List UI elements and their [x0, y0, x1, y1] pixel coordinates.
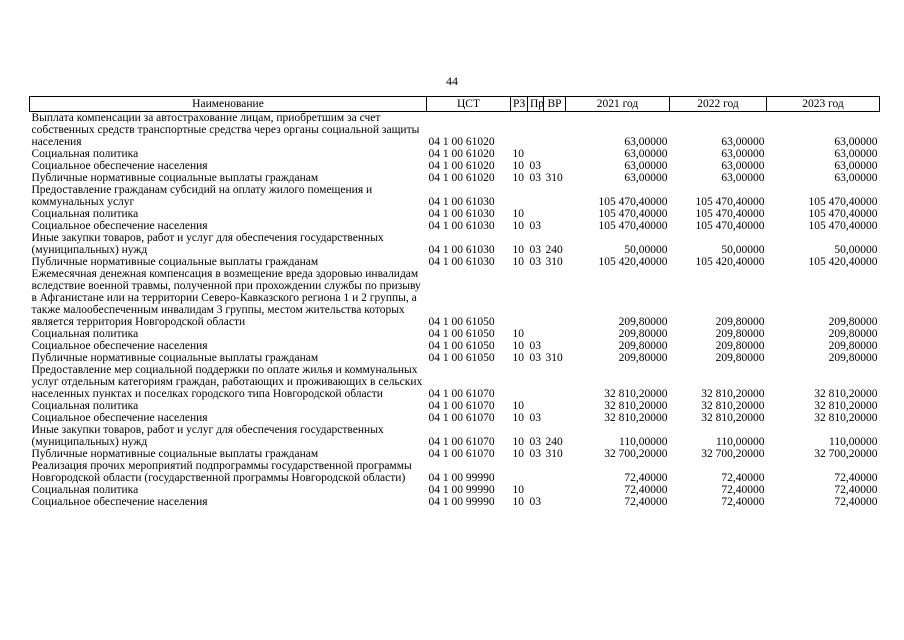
row-pr: 03	[529, 220, 541, 232]
row-rz: 10	[512, 172, 524, 184]
row-value-2022: 32 810,20000	[701, 388, 765, 400]
row-value-2021: 32 810,20000	[604, 400, 668, 412]
row-name: Социальная политика	[31, 484, 139, 496]
row-vr	[544, 400, 566, 412]
row-value-2023: 32 810,20000	[814, 412, 878, 424]
row-value-2021: 105 470,40000	[598, 220, 668, 232]
row-name: Иные закупки товаров, работ и услуг для обеспечения государственных (муниципальных) нужд	[31, 424, 384, 448]
table-row	[30, 352, 880, 364]
row-cst: 04 1 00 61070	[428, 412, 495, 424]
row-cst: 04 1 00 61030	[428, 196, 495, 208]
row-name: Публичные нормативные социальные выплаты гражданам	[31, 448, 319, 460]
row-pr	[528, 184, 544, 208]
row-name: Социальная политика	[31, 148, 139, 160]
row-pr: 03	[529, 172, 541, 184]
row-name: Публичные нормативные социальные выплаты гражданам	[31, 352, 319, 364]
table-row	[30, 208, 880, 220]
row-rz: 10	[512, 400, 524, 412]
row-value-2023: 50,00000	[834, 244, 878, 256]
row-cst: 04 1 00 61050	[428, 316, 495, 328]
row-pr	[528, 268, 544, 328]
row-rz	[511, 112, 528, 149]
row-value-2022: 105 420,40000	[695, 256, 765, 268]
row-value-2022: 105 470,40000	[695, 220, 765, 232]
row-value-2022: 32 700,20000	[701, 448, 765, 460]
header-vr: ВР	[544, 97, 566, 112]
table-row	[30, 364, 880, 400]
row-vr	[544, 340, 566, 352]
row-name: Социальная политика	[31, 328, 139, 340]
table-row	[30, 232, 880, 256]
row-name: Реализация прочих мероприятий подпрограммы государственной программы Новгородской области (государственной программы Новгородской области)	[31, 460, 412, 484]
table-row	[30, 160, 880, 172]
row-value-2022: 63,00000	[721, 136, 765, 148]
row-rz: 10	[512, 448, 524, 460]
header-rz: РЗ	[511, 97, 528, 112]
row-value-2023: 105 470,40000	[808, 208, 878, 220]
row-rz	[511, 364, 528, 400]
row-rz: 10	[512, 208, 524, 220]
row-cst: 04 1 00 99990	[428, 496, 495, 508]
row-vr: 310	[545, 448, 563, 460]
row-value-2023: 32 810,20000	[814, 388, 878, 400]
row-rz: 10	[512, 244, 524, 256]
row-vr: 240	[545, 244, 563, 256]
row-pr	[528, 148, 544, 160]
row-pr	[528, 364, 544, 400]
table-row	[30, 484, 880, 496]
row-name: Социальная политика	[31, 400, 139, 412]
row-pr: 03	[529, 340, 541, 352]
header-cst: ЦСТ	[427, 97, 511, 112]
row-value-2022: 110,00000	[716, 436, 765, 448]
row-rz: 10	[512, 328, 524, 340]
row-value-2022: 50,00000	[721, 244, 765, 256]
row-cst: 04 1 00 61070	[428, 436, 495, 448]
row-cst: 04 1 00 61050	[428, 352, 495, 364]
header-2023: 2023 год	[767, 97, 880, 112]
header-2022: 2022 год	[670, 97, 767, 112]
row-name: Публичные нормативные социальные выплаты гражданам	[31, 256, 319, 268]
row-pr: 03	[529, 412, 541, 424]
row-value-2022: 72,40000	[721, 496, 765, 508]
table-row	[30, 148, 880, 160]
row-value-2023: 32 700,20000	[814, 448, 878, 460]
table-row	[30, 112, 880, 149]
row-value-2022: 32 810,20000	[701, 412, 765, 424]
row-value-2021: 105 420,40000	[598, 256, 668, 268]
row-value-2021: 72,40000	[624, 496, 668, 508]
row-vr	[544, 460, 566, 484]
row-vr: 310	[545, 256, 563, 268]
row-cst: 04 1 00 61050	[428, 328, 495, 340]
row-pr	[528, 460, 544, 484]
row-cst: 04 1 00 61020	[428, 172, 495, 184]
row-name: Социальное обеспечение населения	[31, 160, 208, 172]
row-name: Социальное обеспечение населения	[31, 412, 208, 424]
row-vr	[544, 208, 566, 220]
row-value-2021: 209,80000	[618, 328, 668, 340]
row-cst: 04 1 00 99990	[428, 472, 495, 484]
row-pr	[528, 484, 544, 496]
row-cst: 04 1 00 61020	[428, 136, 495, 148]
row-value-2023: 63,00000	[834, 148, 878, 160]
row-pr: 03	[529, 244, 541, 256]
row-vr	[544, 268, 566, 328]
row-value-2022: 72,40000	[721, 472, 765, 484]
row-value-2023: 110,00000	[829, 436, 878, 448]
row-cst: 04 1 00 61020	[428, 148, 495, 160]
row-cst: 04 1 00 61070	[428, 400, 495, 412]
header-name: Наименование	[30, 97, 427, 112]
row-pr: 03	[529, 436, 541, 448]
row-pr: 03	[529, 352, 541, 364]
row-rz	[511, 184, 528, 208]
row-rz: 10	[512, 496, 524, 508]
row-vr	[544, 328, 566, 340]
page-number: 44	[446, 74, 458, 88]
row-cst: 04 1 00 61070	[428, 388, 495, 400]
row-value-2023: 32 810,20000	[814, 400, 878, 412]
header-pr: Пр	[528, 97, 544, 112]
row-pr: 03	[529, 496, 541, 508]
row-pr: 03	[529, 160, 541, 172]
row-name: Социальное обеспечение населения	[31, 220, 208, 232]
row-name: Иные закупки товаров, работ и услуг для обеспечения государственных (муниципальных) нужд	[31, 232, 384, 256]
row-value-2021: 50,00000	[624, 244, 668, 256]
row-value-2023: 105 470,40000	[808, 196, 878, 208]
row-value-2023: 72,40000	[834, 484, 878, 496]
row-value-2022: 63,00000	[721, 160, 765, 172]
row-value-2023: 63,00000	[834, 160, 878, 172]
row-vr	[544, 364, 566, 400]
row-vr	[544, 160, 566, 172]
row-value-2021: 63,00000	[624, 136, 668, 148]
row-cst: 04 1 00 61030	[428, 256, 495, 268]
row-pr	[528, 400, 544, 412]
row-name: Социальное обеспечение населения	[31, 340, 208, 352]
row-pr: 03	[529, 256, 541, 268]
row-value-2022: 105 470,40000	[695, 208, 765, 220]
table-row	[30, 412, 880, 424]
row-vr: 240	[545, 436, 563, 448]
row-vr: 310	[545, 172, 563, 184]
row-rz: 10	[512, 160, 524, 172]
row-value-2022: 63,00000	[721, 148, 765, 160]
row-vr	[544, 184, 566, 208]
row-value-2022: 209,80000	[715, 340, 765, 352]
row-value-2021: 105 470,40000	[598, 208, 668, 220]
row-rz: 10	[512, 412, 524, 424]
table-row	[30, 328, 880, 340]
row-cst: 04 1 00 99990	[428, 484, 495, 496]
row-value-2023: 105 470,40000	[808, 220, 878, 232]
table-row	[30, 172, 880, 184]
row-value-2021: 105 470,40000	[598, 196, 668, 208]
row-rz: 10	[512, 484, 524, 496]
row-value-2023: 63,00000	[834, 172, 878, 184]
row-value-2022: 105 470,40000	[695, 196, 765, 208]
row-pr	[528, 208, 544, 220]
row-value-2023: 105 420,40000	[808, 256, 878, 268]
row-vr: 310	[545, 352, 563, 364]
row-value-2022: 63,00000	[721, 172, 765, 184]
table-row	[30, 460, 880, 484]
row-value-2021: 209,80000	[618, 340, 668, 352]
row-name: Ежемесячная денежная компенсация в возмещение вреда здоровью инвалидам вследствие военной травмы, полученной при прохождении службы по призыву в Афганистане или на территории Северо-Кавказского региона 1 и 2 группы, а также малообеспеченным инвалидам 3 группы, местом жительства которых является территория Новгородской области	[31, 268, 421, 328]
table-row	[30, 220, 880, 232]
row-rz: 10	[512, 340, 524, 352]
row-rz: 10	[512, 352, 524, 364]
row-vr	[544, 412, 566, 424]
row-vr	[544, 112, 566, 149]
header-2021: 2021 год	[566, 97, 670, 112]
row-value-2021: 63,00000	[624, 172, 668, 184]
row-cst: 04 1 00 61070	[428, 448, 495, 460]
table-body	[30, 112, 880, 509]
row-name: Предоставление мер социальной поддержки по оплате жилья и коммунальных услуг отдельным категориям граждан, работающих и проживающих в сельских населенных пунктах и поселках городского типа Новгородской области	[31, 364, 423, 400]
row-value-2021: 63,00000	[624, 160, 668, 172]
table-row	[30, 184, 880, 208]
table-row	[30, 424, 880, 448]
row-value-2021: 110,00000	[619, 436, 668, 448]
row-value-2022: 32 810,20000	[701, 400, 765, 412]
row-name: Социальная политика	[31, 208, 139, 220]
row-pr: 03	[529, 448, 541, 460]
row-value-2023: 209,80000	[828, 328, 878, 340]
row-rz: 10	[512, 148, 524, 160]
row-value-2023: 63,00000	[834, 136, 878, 148]
table-row	[30, 340, 880, 352]
row-value-2023: 209,80000	[828, 340, 878, 352]
row-value-2021: 32 810,20000	[604, 412, 668, 424]
row-vr	[544, 484, 566, 496]
row-value-2023: 209,80000	[828, 316, 878, 328]
row-value-2022: 72,40000	[721, 484, 765, 496]
row-cst: 04 1 00 61030	[428, 208, 495, 220]
row-rz: 10	[512, 436, 524, 448]
row-value-2022: 209,80000	[715, 352, 765, 364]
table-row	[30, 256, 880, 268]
row-value-2021: 32 700,20000	[604, 448, 668, 460]
table-row	[30, 268, 880, 328]
row-pr	[528, 328, 544, 340]
row-value-2021: 209,80000	[618, 352, 668, 364]
row-name: Выплата компенсации за автострахование лицам, приобретшим за счет собственных средств транспортные средства через органы социальной защиты населения	[31, 112, 420, 148]
row-value-2021: 32 810,20000	[604, 388, 668, 400]
row-name: Предоставление гражданам субсидий на оплату жилого помещения и коммунальных услуг	[31, 184, 373, 208]
row-value-2022: 209,80000	[715, 328, 765, 340]
row-cst: 04 1 00 61020	[428, 160, 495, 172]
row-rz	[511, 268, 528, 328]
row-vr	[544, 148, 566, 160]
row-value-2023: 209,80000	[828, 352, 878, 364]
row-value-2021: 72,40000	[624, 472, 668, 484]
row-rz: 10	[512, 220, 524, 232]
row-value-2021: 209,80000	[618, 316, 668, 328]
table-row	[30, 400, 880, 412]
row-value-2023: 72,40000	[834, 496, 878, 508]
row-cst: 04 1 00 61050	[428, 340, 495, 352]
row-value-2022: 209,80000	[715, 316, 765, 328]
row-vr	[544, 220, 566, 232]
row-cst: 04 1 00 61030	[428, 244, 495, 256]
row-rz: 10	[512, 256, 524, 268]
table-row	[30, 448, 880, 460]
row-value-2023: 72,40000	[834, 472, 878, 484]
row-rz	[511, 460, 528, 484]
row-cst: 04 1 00 61030	[428, 220, 495, 232]
table-row	[30, 496, 880, 508]
row-pr	[528, 112, 544, 149]
row-name: Социальное обеспечение населения	[31, 496, 208, 508]
budget-table	[29, 96, 880, 508]
row-name: Публичные нормативные социальные выплаты гражданам	[31, 172, 319, 184]
row-value-2021: 72,40000	[624, 484, 668, 496]
table-header-row	[30, 97, 880, 112]
row-vr	[544, 496, 566, 508]
row-value-2021: 63,00000	[624, 148, 668, 160]
